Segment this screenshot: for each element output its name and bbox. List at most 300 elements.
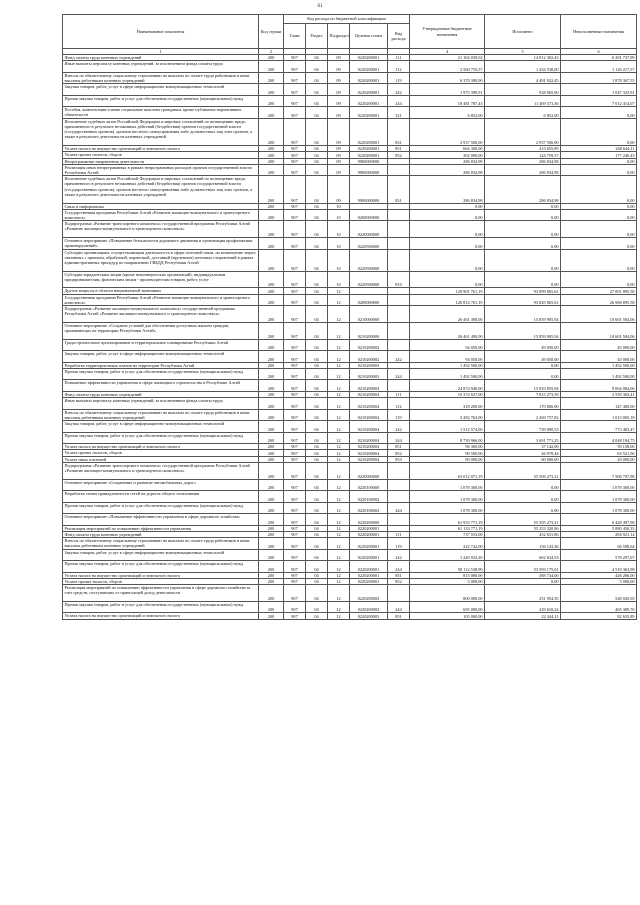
cell-line-code: 200: [259, 561, 284, 573]
cell-assigned: 800 000,00: [410, 585, 485, 602]
cell-executed: 4 491 922,45: [485, 72, 561, 84]
cell-expense-type: 244: [388, 95, 410, 107]
cell-podrazdel: 09: [328, 176, 350, 203]
cell-glava: 907: [284, 322, 306, 339]
table-row: [63, 84, 637, 96]
cell-indicator-name: Закупка товаров, работ, услуг в сфере информационно-коммуникационных технологий: [63, 421, 259, 433]
cell-target-article: 0210200004: [350, 432, 388, 444]
cell-unexecuted: 59 158,00: [561, 444, 637, 450]
cell-assigned: 0,00: [410, 271, 485, 288]
cell-executed: 60 000,00: [485, 456, 561, 462]
cell-executed: 662 634,53: [485, 549, 561, 561]
cell-line-code: 200: [259, 339, 284, 351]
cell-podrazdel: 09: [328, 164, 350, 176]
cell-line-code: 200: [259, 158, 284, 164]
cell-unexecuted: 7 506 797,98: [561, 462, 637, 479]
cell-expense-type: [388, 462, 410, 479]
cell-unexecuted: 177 240,43: [561, 152, 637, 158]
cell-line-code: 200: [259, 84, 284, 96]
cell-glava: 907: [284, 368, 306, 380]
cell-podrazdel: 09: [328, 118, 350, 145]
cell-line-code: 200: [259, 118, 284, 145]
cell-assigned: 0,00: [410, 203, 485, 209]
cell-indicator-name: Фонд оплаты труда казенных учреждений: [63, 391, 259, 397]
cell-indicator-name: Основное мероприятие «Создание условий для обеспечения доступным жильем граждан, проживающих на территории Республики Алтай»: [63, 322, 259, 339]
cell-assigned: 302 000,00: [410, 152, 485, 158]
cell-executed: 15 810 855,94: [485, 380, 561, 392]
cell-unexecuted: 248 644,11: [561, 146, 637, 152]
cell-executed: 388 734,00: [485, 572, 561, 578]
cell-razdel: 04: [306, 288, 328, 294]
cell-expense-type: 112: [388, 398, 410, 410]
cell-razdel: 04: [306, 572, 328, 578]
table-row: [63, 613, 637, 619]
cell-target-article: 0220200001: [350, 561, 388, 573]
cell-assigned: 80 000,00: [410, 456, 485, 462]
cell-line-code: 200: [259, 578, 284, 584]
cell-target-article: 0210200004: [350, 409, 388, 421]
cell-indicator-name: Уплата прочих налогов, сборов: [63, 450, 259, 456]
cell-podrazdel: 09: [328, 158, 350, 164]
cell-target-article: 0220200001: [350, 538, 388, 550]
cell-target-article: 0220200001: [350, 525, 388, 531]
cell-glava: 907: [284, 84, 306, 96]
table-row: [63, 585, 637, 602]
cell-expense-type: [388, 238, 410, 250]
cell-assigned: 1 492 500,00: [410, 368, 485, 380]
header-target-article: Целевая статья: [350, 24, 388, 49]
cell-indicator-name: Уплата налога на имущество организаций и земельного налога: [63, 572, 259, 578]
cell-target-article: 0220200001: [350, 55, 388, 61]
cell-executed: 170 800,00: [485, 398, 561, 410]
cell-indicator-name: Подпрограмма «Развитие жилищно-коммунального комплекса» государственной программы Республики Алтай «Развитие жилищно-коммунального и транспортного комплекса»: [63, 306, 259, 323]
cell-razdel: 04: [306, 538, 328, 550]
cell-assigned: 286 834,98: [410, 158, 485, 164]
table-row: [63, 368, 637, 380]
cell-glava: 907: [284, 61, 306, 73]
cell-indicator-name: Уплата налога на имущество организаций и земельного налога: [63, 613, 259, 619]
cell-line-code: 200: [259, 525, 284, 531]
cell-podrazdel: 12: [328, 601, 350, 613]
cell-target-article: 0200000000: [350, 209, 388, 221]
cell-executed: 11 469 373,36: [485, 95, 561, 107]
cell-executed: 0,00: [485, 209, 561, 221]
cell-target-article: 0220200001: [350, 95, 388, 107]
cell-glava: 907: [284, 391, 306, 397]
cell-assigned: 21 104 039,02: [410, 55, 485, 61]
cell-indicator-name: Прочая закупка товаров, работ и услуг для обеспечения государственных (муниципальных) нужд: [63, 432, 259, 444]
cell-razdel: 04: [306, 61, 328, 73]
cell-assigned: 94 050,00: [410, 339, 485, 351]
cell-unexecuted: 10 601 584,06: [561, 306, 637, 323]
cell-glava: 907: [284, 578, 306, 584]
cell-glava: 907: [284, 209, 306, 221]
cell-expense-type: 242: [388, 421, 410, 433]
cell-indicator-name: Непрограммные направления деятельности: [63, 158, 259, 164]
cell-unexecuted: 7 012 414,07: [561, 95, 637, 107]
cell-line-code: 200: [259, 271, 284, 288]
cell-executed: 415 655,89: [485, 146, 561, 152]
cell-line-code: 200: [259, 61, 284, 73]
cell-line-code: 200: [259, 398, 284, 410]
cell-line-code: 200: [259, 322, 284, 339]
cell-unexecuted: 0,00: [561, 203, 637, 209]
cell-unexecuted: 27 001 895,58: [561, 288, 637, 294]
cell-expense-type: 851: [388, 572, 410, 578]
cell-podrazdel: 12: [328, 450, 350, 456]
table-row: [63, 462, 637, 479]
column-number: 6: [561, 49, 637, 55]
cell-line-code: 200: [259, 585, 284, 602]
cell-assigned: 1 078 300,00: [410, 502, 485, 514]
cell-glava: 907: [284, 531, 306, 537]
cell-glava: 907: [284, 306, 306, 323]
cell-expense-type: 244: [388, 561, 410, 573]
cell-target-article: 0210200003: [350, 362, 388, 368]
cell-executed: 0,00: [485, 479, 561, 491]
cell-target-article: 0220200003: [350, 613, 388, 619]
cell-line-code: 200: [259, 238, 284, 250]
cell-indicator-name: Взносы по обязательному социальному страхованию на выплаты по оплате труда работников и иные выплаты работникам казенных учреждений: [63, 72, 259, 84]
cell-target-article: 0220200001: [350, 146, 388, 152]
cell-indicator-name: Другие вопросы в области национальной экономики: [63, 288, 259, 294]
cell-podrazdel: 12: [328, 421, 350, 433]
cell-executed: 7 815 273,59: [485, 391, 561, 397]
table-row: [63, 398, 637, 410]
cell-target-article: 0220200003: [350, 601, 388, 613]
cell-line-code: 200: [259, 479, 284, 491]
table-row: [63, 491, 637, 503]
cell-line-code: 200: [259, 95, 284, 107]
cell-expense-type: [388, 491, 410, 503]
cell-unexecuted: 0,00: [561, 164, 637, 176]
cell-indicator-name: Фонд оплаты труда казенных учреждений: [63, 55, 259, 61]
cell-indicator-name: Взносы по обязательному социальному страхованию на выплаты по оплате труда работников и иные выплаты работникам казенных учреждений: [63, 409, 259, 421]
cell-podrazdel: 09: [328, 55, 350, 61]
cell-podrazdel: 10: [328, 209, 350, 221]
cell-target-article: 0220000000: [350, 221, 388, 238]
cell-unexecuted: 465 389,76: [561, 601, 637, 613]
cell-expense-type: 244: [388, 432, 410, 444]
cell-assigned: 1 492 500,00: [410, 362, 485, 368]
cell-executed: 0,00: [485, 203, 561, 209]
cell-indicator-name: Фонд оплаты труда казенных учреждений: [63, 531, 259, 537]
table-row: [63, 107, 637, 119]
cell-assigned: 5 000,00: [410, 578, 485, 584]
cell-glava: 907: [284, 55, 306, 61]
cell-podrazdel: 12: [328, 561, 350, 573]
cell-assigned: 318 200,00: [410, 398, 485, 410]
cell-razdel: 04: [306, 578, 328, 584]
cell-podrazdel: 12: [328, 456, 350, 462]
cell-podrazdel: 09: [328, 152, 350, 158]
cell-line-code: 200: [259, 601, 284, 613]
cell-line-code: 200: [259, 391, 284, 397]
header-name: Наименование показателя: [63, 15, 259, 49]
cell-assigned: 61 133 771,19: [410, 525, 485, 531]
cell-indicator-name: Исполнение судебных актов Российской Федерации и мировых соглашений по возмещению вреда, причиненного в результате незаконных действий (бездействия) органов государственной власти (государственных органов), органов местного самоуправления либо должностных лиц этих органов, а также в результате деятельности казенных учреждений: [63, 118, 259, 145]
cell-indicator-name: Прочая закупка товаров, работ и услуг для обеспечения государственных (муниципальных) нужд: [63, 502, 259, 514]
cell-assigned: 105 000,00: [410, 613, 485, 619]
cell-razdel: 04: [306, 306, 328, 323]
cell-razdel: 04: [306, 339, 328, 351]
header-executed: Исполнено: [485, 15, 561, 49]
cell-unexecuted: 0,00: [561, 238, 637, 250]
cell-unexecuted: 1 878 367,55: [561, 72, 637, 84]
cell-executed: 55 505 273,21: [485, 514, 561, 526]
cell-expense-type: [388, 209, 410, 221]
cell-expense-type: 244: [388, 502, 410, 514]
cell-unexecuted: 45 000,00: [561, 339, 637, 351]
cell-razdel: 04: [306, 362, 328, 368]
cell-executed: 3 691 771,25: [485, 432, 561, 444]
cell-unexecuted: 1 126 217,57: [561, 61, 637, 73]
cell-assigned: 61 933 771,19: [410, 514, 485, 526]
cell-indicator-name: Взносы по обязательному социальному страхованию на выплаты по оплате труда работников и иные выплаты работникам казенных учреждений: [63, 538, 259, 550]
cell-glava: 907: [284, 146, 306, 152]
cell-unexecuted: 0,00: [561, 209, 637, 221]
cell-line-code: 200: [259, 164, 284, 176]
table-row: [63, 432, 637, 444]
cell-glava: 907: [284, 421, 306, 433]
table-row: [63, 380, 637, 392]
cell-indicator-name: Закупка товаров, работ, услуг в сфере информационно-коммуникационных технологий: [63, 351, 259, 363]
cell-line-code: 200: [259, 107, 284, 119]
cell-indicator-name: Уплата прочих налогов, сборов: [63, 152, 259, 158]
cell-line-code: 200: [259, 491, 284, 503]
cell-line-code: 200: [259, 368, 284, 380]
cell-target-article: 0210200004: [350, 380, 388, 392]
cell-razdel: 04: [306, 176, 328, 203]
cell-unexecuted: 0,00: [561, 158, 637, 164]
cell-expense-type: [388, 322, 410, 339]
cell-executed: 156 143,36: [485, 538, 561, 550]
cell-assigned: 24 874 940,00: [410, 380, 485, 392]
cell-target-article: 0220100000: [350, 479, 388, 491]
cell-glava: 907: [284, 432, 306, 444]
cell-podrazdel: 12: [328, 502, 350, 514]
cell-line-code: 200: [259, 176, 284, 203]
cell-razdel: 04: [306, 456, 328, 462]
cell-indicator-name: Основное мероприятие «Повышение безопасности дорожного движения и организация профилактики правонарушений»: [63, 238, 259, 250]
cell-executed: 928 065,00: [485, 84, 561, 96]
cell-podrazdel: 10: [328, 249, 350, 271]
cell-line-code: 200: [259, 146, 284, 152]
cell-target-article: 0220200000: [350, 514, 388, 526]
cell-assigned: 1 078 300,00: [410, 479, 485, 491]
cell-line-code: 200: [259, 538, 284, 550]
cell-expense-type: 244: [388, 368, 410, 380]
cell-glava: 907: [284, 462, 306, 479]
cell-glava: 907: [284, 362, 306, 368]
cell-expense-type: 851: [388, 613, 410, 619]
table-row: [63, 238, 637, 250]
table-row: [63, 209, 637, 221]
cell-razdel: 04: [306, 294, 328, 306]
cell-podrazdel: 12: [328, 391, 350, 397]
cell-assigned: 58 112 538,99: [410, 561, 485, 573]
cell-line-code: 200: [259, 421, 284, 433]
cell-glava: 907: [284, 456, 306, 462]
cell-podrazdel: 12: [328, 294, 350, 306]
table-row: [63, 72, 637, 84]
cell-line-code: 200: [259, 531, 284, 537]
cell-line-code: 200: [259, 221, 284, 238]
cell-target-article: 9900000000: [350, 158, 388, 164]
cell-expense-type: 119: [388, 72, 410, 84]
cell-razdel: 04: [306, 491, 328, 503]
cell-podrazdel: 12: [328, 322, 350, 339]
cell-expense-type: 242: [388, 351, 410, 363]
cell-podrazdel: 12: [328, 351, 350, 363]
cell-razdel: 04: [306, 531, 328, 537]
cell-glava: 907: [284, 271, 306, 288]
table-row: [63, 249, 637, 271]
cell-razdel: 04: [306, 561, 328, 573]
cell-assigned: 1 240 932,20: [410, 549, 485, 561]
cell-unexecuted: 0,00: [561, 176, 637, 203]
cell-glava: 907: [284, 538, 306, 550]
cell-assigned: 222 742,00: [410, 538, 485, 550]
cell-assigned: 1 512 574,00: [410, 421, 485, 433]
cell-razdel: 04: [306, 479, 328, 491]
cell-podrazdel: 10: [328, 238, 350, 250]
cell-expense-type: [388, 479, 410, 491]
cell-indicator-name: Субсидии юридическим лицам (кроме некоммерческих организаций), индивидуальным предпринимателям, физическим лицам - производителям товаров, работ, услуг: [63, 271, 259, 288]
cell-target-article: 0220100002: [350, 502, 388, 514]
cell-expense-type: 111: [388, 391, 410, 397]
cell-executed: 0,00: [485, 502, 561, 514]
table-row: [63, 561, 637, 573]
cell-executed: 0,00: [485, 491, 561, 503]
cell-target-article: 0220200001: [350, 572, 388, 578]
cell-indicator-name: Повышение эффективности управления в сфере жилищного строительства в Республике Алтай: [63, 380, 259, 392]
cell-executed: 452 631,86: [485, 531, 561, 537]
cell-razdel: 04: [306, 221, 328, 238]
cell-assigned: 6 370 390,00: [410, 72, 485, 84]
table-row: [63, 164, 637, 176]
cell-executed: 55 253 320,86: [485, 525, 561, 531]
cell-assigned: 94 050,00: [410, 351, 485, 363]
cell-line-code: 200: [259, 306, 284, 323]
cell-assigned: 26 461 490,00: [410, 306, 485, 323]
cell-indicator-name: Прочая закупка товаров, работ и услуг для обеспечения государственных (муниципальных) нужд: [63, 95, 259, 107]
cell-podrazdel: 12: [328, 380, 350, 392]
cell-target-article: 0210200004: [350, 391, 388, 397]
cell-target-article: 0200000000: [350, 294, 388, 306]
table-row: [63, 479, 637, 491]
cell-assigned: 0,00: [410, 249, 485, 271]
cell-expense-type: 853: [388, 456, 410, 462]
cell-executed: 22 344,11: [485, 613, 561, 619]
cell-assigned: 0,00: [410, 221, 485, 238]
cell-razdel: 04: [306, 84, 328, 96]
cell-podrazdel: 12: [328, 288, 350, 294]
cell-podrazdel: 12: [328, 585, 350, 602]
column-number: 5: [485, 49, 561, 55]
cell-line-code: 200: [259, 288, 284, 294]
cell-podrazdel: 09: [328, 72, 350, 84]
cell-indicator-name: Уплата налога на имущество организаций и земельного налога: [63, 146, 259, 152]
cell-executed: 93 845 865,61: [485, 294, 561, 306]
cell-glava: 907: [284, 164, 306, 176]
cell-indicator-name: Градостроительное проектирование и территориальное планирование Республики Алтай: [63, 339, 259, 351]
table-row: [63, 306, 637, 323]
cell-razdel: 04: [306, 462, 328, 479]
cell-podrazdel: 12: [328, 339, 350, 351]
cell-executed: 49 050,00: [485, 351, 561, 363]
cell-glava: 907: [284, 561, 306, 573]
cell-target-article: 0220500000: [350, 238, 388, 250]
cell-razdel: 04: [306, 549, 328, 561]
cell-target-article: 0210200004: [350, 450, 388, 456]
cell-expense-type: 852: [388, 578, 410, 584]
cell-line-code: 200: [259, 55, 284, 61]
cell-podrazdel: 12: [328, 444, 350, 450]
cell-podrazdel: 12: [328, 572, 350, 578]
cell-unexecuted: 1 078 300,00: [561, 502, 637, 514]
cell-expense-type: 111: [388, 55, 410, 61]
cell-razdel: 04: [306, 271, 328, 288]
cell-podrazdel: 12: [328, 578, 350, 584]
cell-glava: 907: [284, 176, 306, 203]
table-row: [63, 351, 637, 363]
cell-glava: 907: [284, 479, 306, 491]
cell-line-code: 200: [259, 432, 284, 444]
cell-unexecuted: 0,00: [561, 107, 637, 119]
cell-unexecuted: 548 045,65: [561, 585, 637, 602]
cell-glava: 907: [284, 339, 306, 351]
cell-assigned: 695 000,00: [410, 601, 485, 613]
cell-expense-type: 119: [388, 538, 410, 550]
cell-executed: 0,00: [485, 238, 561, 250]
cell-indicator-name: Подпрограмма «Развитие транспортного комплекса» государственной программы Республики Алтай «Развитие жилищно-коммунального и транспортного комплекса»: [63, 221, 259, 238]
table-row: [63, 409, 637, 421]
cell-expense-type: [388, 249, 410, 271]
cell-indicator-name: Субсидии организациям, осуществляющим деятельность в сфере почтовой связи, на возмещение затрат, связанных с приемом, обработкой, перевозкой, доставкой (вручением) почтовых отправлений в рамках административных процедур по направлению ГИБДД Республики Алтай: [63, 249, 259, 271]
cell-glava: 907: [284, 380, 306, 392]
cell-target-article: 0220200001: [350, 84, 388, 96]
cell-glava: 907: [284, 398, 306, 410]
cell-target-article: 9900000000: [350, 164, 388, 176]
cell-razdel: 04: [306, 391, 328, 397]
cell-unexecuted: 426 266,00: [561, 572, 637, 578]
cell-podrazdel: 12: [328, 462, 350, 479]
cell-razdel: 04: [306, 55, 328, 61]
cell-line-code: 200: [259, 613, 284, 619]
cell-unexecuted: 6 428 497,98: [561, 514, 637, 526]
cell-executed: 2 269 757,82: [485, 409, 561, 421]
cell-line-code: 200: [259, 409, 284, 421]
page-number: 61: [317, 4, 323, 9]
cell-podrazdel: 10: [328, 271, 350, 288]
cell-podrazdel: 12: [328, 479, 350, 491]
cell-indicator-name: Связь и информатика: [63, 203, 259, 209]
table-row: [63, 601, 637, 613]
cell-glava: 907: [284, 203, 306, 209]
cell-indicator-name: Разработка территориальных планов на территории Республики Алтай: [63, 362, 259, 368]
cell-executed: 251 954,35: [485, 585, 561, 602]
cell-assigned: 8 739 966,00: [410, 432, 485, 444]
cell-podrazdel: 09: [328, 61, 350, 73]
cell-podrazdel: 12: [328, 491, 350, 503]
cell-podrazdel: 12: [328, 306, 350, 323]
cell-unexecuted: 26 968 895,58: [561, 294, 637, 306]
cell-glava: 907: [284, 249, 306, 271]
table-row: [63, 421, 637, 433]
column-number: 4: [410, 49, 485, 55]
cell-assigned: 120 901 761,19: [410, 288, 485, 294]
